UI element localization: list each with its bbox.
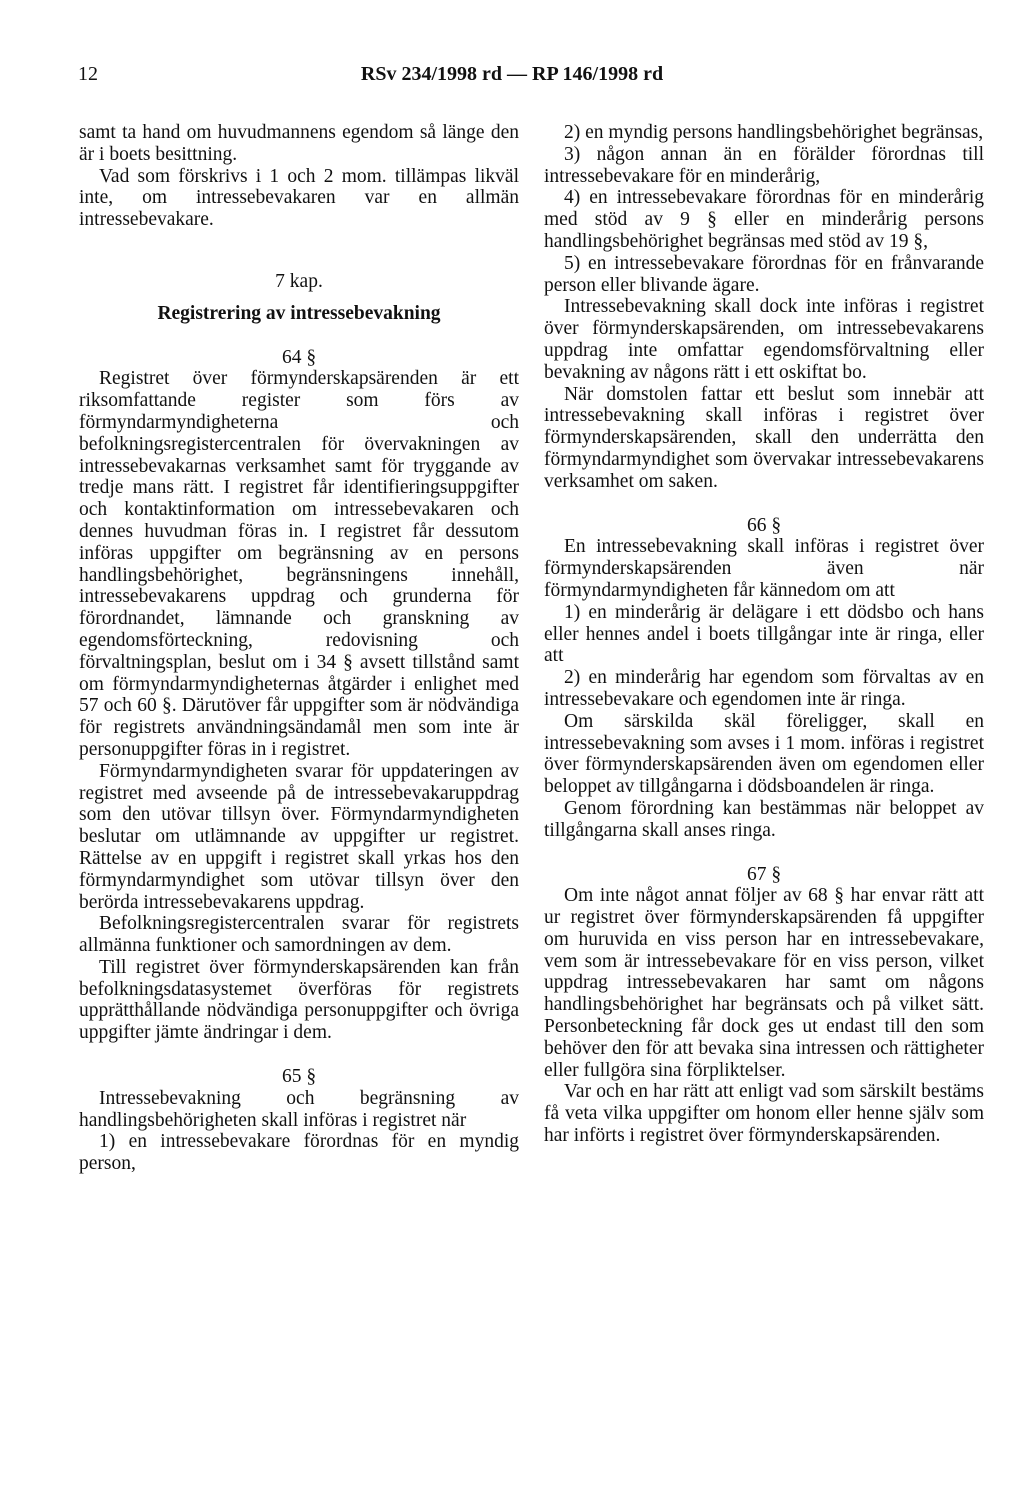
paragraph: Till registret över förmynderskapsärenden kan från befolkningsdatasystemet överföras för registrets upprätthållande nödvändiga personuppgifter och övriga uppgifter jämte ändringar i dem.	[79, 956, 519, 1044]
section-number: 65 §	[281, 1066, 317, 1088]
list-item: 3) någon annan än en förälder förordnas till intressebevakare för en minderårig,	[544, 143, 984, 187]
paragraph: Intressebevakning och begränsning av handlingsbehörigheten skall införas i registret när	[79, 1087, 519, 1131]
paragraph: Intressebevakning skall dock inte införas i registret över förmynderskapsärenden, om intressebevakarens uppdrag inte omfattar egendomsförvaltning eller bevakning av någons rätt i ett oskiftat bo.	[544, 296, 984, 383]
section-number: 67 §	[746, 863, 782, 885]
paragraph: Registret över förmynderskapsärenden är ett riksomfattande register som förs av förmyndarmyndigheterna och befolkningsregistercentralen för övervakningen av intressebevakarnas verksamhet samt för tryggande av tredje mans rätt. I registret får identifieringsuppgifter och kontaktinformation om intressebevakaren och dennes huvudman föras in. I registret får dessutom införas uppgifter om begränsning av en persons handlingsbehörighet, begränsningens innehåll, intressebevakarens uppdrag och grunderna för förordnandet, lämnande och granskning av egendomsförteckning, redovisning och förvaltningsplan, beslut om i 34 § avsett tillstånd samt om förmyndarmyndigheternas åtgärder i enlighet med 57 och 60 §. Därutöver får uppgifter som är nödvändiga för registrets användningsändamål men som inte är personuppgifter föras in i registret.	[79, 368, 519, 760]
paragraph: samt ta hand om huvudmannens egendom så länge den är i boets besittning.	[79, 122, 519, 165]
list-item: 4) en intressebevakare förordnas för en minderårig med stöd av 9 § eller en minderårig persons handlingsbehörighet begränsas med stöd av 19 §,	[544, 187, 984, 252]
paragraph: Om inte något annat följer av 68 § har envar rätt att ur registret över förmynderskapsärenden få uppgifter om huruvida en viss person har en intressebevakare, vem som är intressebevakare för en viss person, vilket uppdrag intressebevakaren har samt om någons handlingsbehörighet har begränsats och på vilket sätt. Personbeteckning får dock ges ut endast till den som behöver den för att bevaka sina intressen och rättigheter eller fullgöra sina förpliktelser.	[544, 885, 984, 1081]
list-item: 2) en myndig persons handlingsbehörighet begränsas,	[564, 122, 984, 143]
paragraph: En intressebevakning skall införas i registret över förmynderskapsärenden även när förmyndarmyndigheten får kännedom om att	[544, 536, 984, 601]
list-item: 5) en intressebevakare förordnas för en frånvarande person eller blivande ägare.	[544, 252, 984, 296]
paragraph: Om särskilda skäl föreligger, skall en intressebevakning som avses i 1 mom. införas i registret över förmynderskapsärenden även om egendomen eller beloppet av tillgångarna i dödsboandelen är ringa.	[544, 710, 984, 798]
section-heading: Registrering av intressebevakning	[157, 302, 441, 324]
paragraph: När domstolen fattar ett beslut som innebär att intressebevakning skall införas i registret över förmynderskapsärenden, skall den underrätta den förmyndarmyndighet som övervakar intressebevakarens verksamhet om saken.	[544, 383, 984, 492]
left-column	[79, 122, 519, 1175]
paragraph: Förmyndarmyndigheten svarar för uppdateringen av registret med avseende på de intressebevakaruppdrag som den utövar tillsyn över. Förmyndarmyndigheten beslutar om utlämnande av uppgifter ur registret. Rättelse av en uppgift i registret skall yrkas hos den förmyndarmyndighet som utövar tillsyn över den berörda intressebevakarens uppdrag.	[79, 760, 519, 913]
list-item: 1) en intressebevakare förordnas för en myndig person,	[79, 1131, 519, 1175]
right-column	[544, 122, 984, 1147]
page-number: 12	[78, 63, 98, 85]
running-header: RSv 234/1998 rd — RP 146/1998 rd	[360, 63, 664, 85]
paragraph: Vad som förskrivs i 1 och 2 mom. tillämpas likväl inte, om intressebevakaren var en allmän intressebevakare.	[79, 165, 519, 231]
chapter-heading: 7 kap.	[275, 270, 323, 292]
list-item: 2) en minderårig har egendom som förvaltas av en intressebevakare och egendomen inte är ringa.	[544, 667, 984, 710]
paragraph: Befolkningsregistercentralen svarar för registrets allmänna funktioner och samordningen av dem.	[79, 913, 519, 957]
paragraph: Var och en har rätt att enligt vad som särskilt bestäms få veta vilka uppgifter om honom eller henne själv som har införts i registret över förmynderskapsärenden.	[544, 1081, 984, 1147]
list-item: 1) en minderårig är delägare i ett dödsbo och hans eller hennes andel i boets tillgångar inte är ringa, eller att	[544, 601, 984, 667]
section-number: 66 §	[746, 514, 782, 536]
section-number: 64 §	[281, 346, 317, 368]
paragraph: Genom förordning kan bestämmas när beloppet av tillgångarna skall anses ringa.	[544, 797, 984, 841]
